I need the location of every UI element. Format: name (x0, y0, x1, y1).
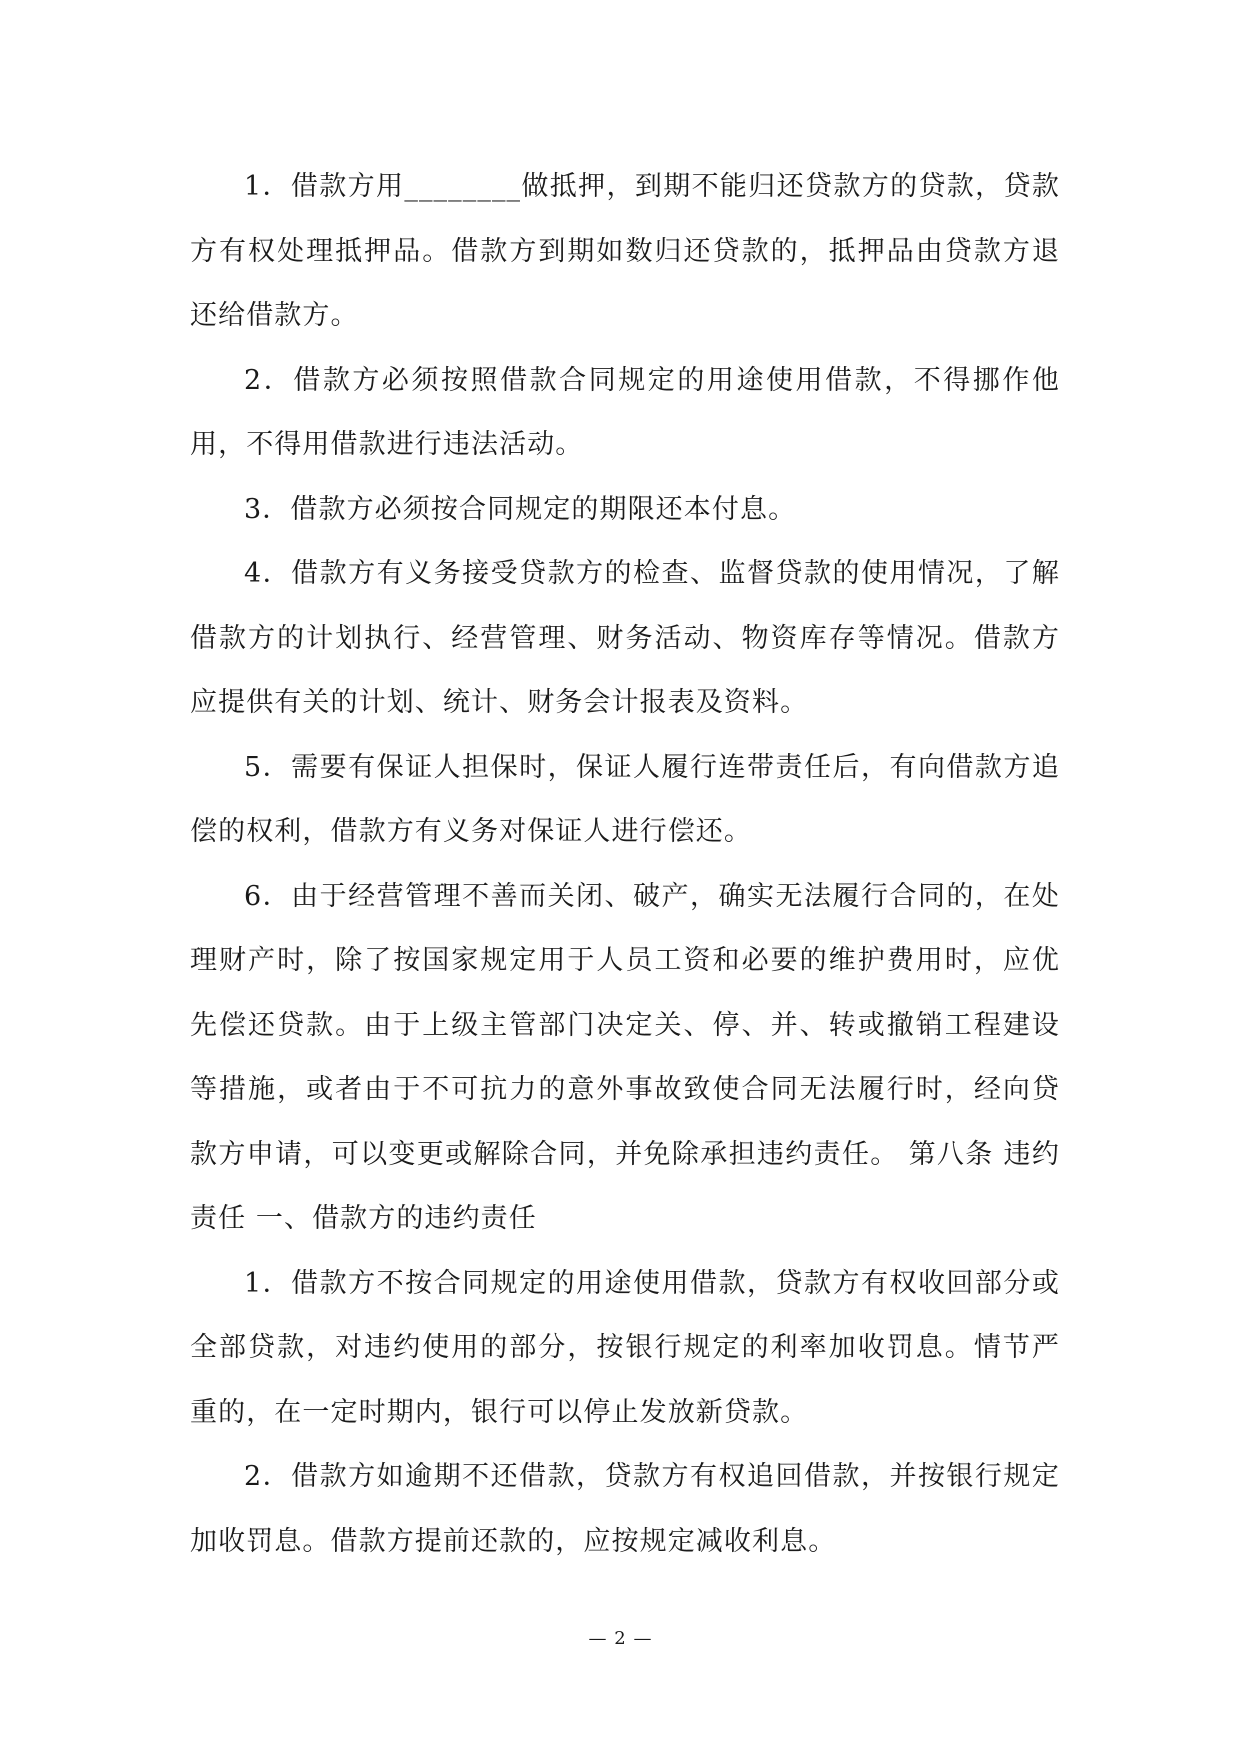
clause-2-use-of-loan: 2．借款方必须按照借款合同规定的用途使用借款，不得挪作他用，不得用借款进行违法活动。 (190, 364, 1060, 460)
clause-1-collateral: 1．借款方用________做抵押，到期不能归还贷款方的贷款，贷款方有权处理抵押品。借款方到期如数归还贷款的，抵押品由贷款方退还给借款方。 (190, 171, 1060, 331)
page-number: — 2 — (588, 1628, 653, 1649)
clause-6-bankruptcy: 6．由于经营管理不善而关闭、破产，确实无法履行合同的，在处理财产时，除了按国家规定用于人员工资和必要的维护费用时，应优先偿还贷款。由于上级主管部门决定关、停、并、转或撤销工程建设等措施，或者由于不可抗力的意外事故致使合同无法履行时，经向贷款方申请，可以变更或解除合同，并免除承担违约责任。 第八条 违约责任 一、借款方的违约责任 (190, 880, 1060, 1234)
body-text (190, 155, 1060, 1574)
breach-clause-2: 2．借款方如逾期不还借款，贷款方有权追回借款，并按银行规定加收罚息。借款方提前还款的，应按规定减收利息。 (190, 1461, 1060, 1557)
clause-3-repayment: 3．借款方必须按合同规定的期限还本付息。 (244, 493, 797, 525)
breach-clause-1: 1．借款方不按合同规定的用途使用借款，贷款方有权收回部分或全部贷款，对违约使用的部分，按银行规定的利率加收罚息。情节严重的，在一定时期内，银行可以停止发放新贷款。 (190, 1267, 1060, 1428)
clause-4-inspection: 4．借款方有义务接受贷款方的检查、监督贷款的使用情况，了解借款方的计划执行、经营管理、财务活动、物资库存等情况。借款方应提供有关的计划、统计、财务会计报表及资料。 (190, 558, 1060, 718)
clause-5-guarantor: 5．需要有保证人担保时，保证人履行连带责任后，有向借款方追偿的权利，借款方有义务对保证人进行偿还。 (190, 751, 1060, 847)
